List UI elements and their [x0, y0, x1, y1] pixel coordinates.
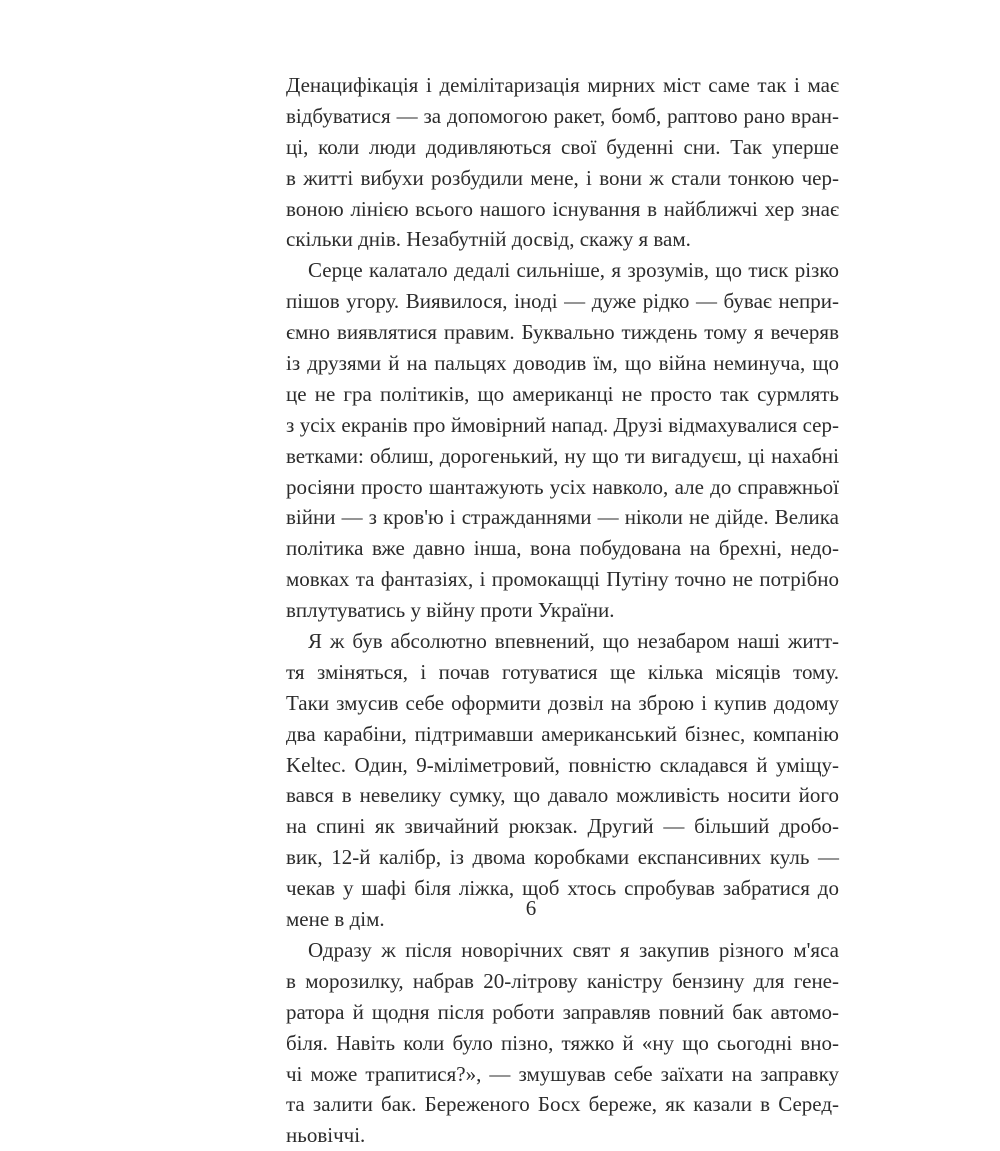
text-line: це не гра політиків, що американці не просто так сурмлять — [286, 381, 839, 406]
text-line: біля. Навіть коли було пізно, тяжко й «ну що сьогодні вно- — [286, 1030, 839, 1055]
text-line: на спині як звичайний рюкзак. Другий — більший дробо- — [286, 814, 839, 839]
text-line: вався в невелику сумку, що давало можливість носити його — [286, 783, 839, 808]
text-line: вплутуватись у війну проти України. — [286, 598, 615, 623]
page-body-text — [286, 70, 839, 1151]
text-line: Таки змусив себе оформити дозвіл на зброю і купив додому — [286, 690, 839, 715]
text-line: політика вже давно інша, вона побудована на брехні, недо- — [286, 536, 839, 561]
page-number: 6 — [525, 896, 537, 920]
text-line: із друзями й на пальцях доводив їм, що війна неминуча, що — [286, 351, 839, 376]
text-line: Одразу ж після новорічних свят я закупив різного м'яса — [308, 937, 839, 962]
text-line: ньовіччі. — [286, 1123, 366, 1148]
text-line: Keltec. Один, 9-міліметровий, повністю складався й уміщу- — [286, 752, 839, 777]
text-line: мене в дім. — [286, 907, 385, 932]
text-line: ці, коли люди додивляються свої буденні сни. Так уперше — [286, 134, 839, 159]
text-line: вик, 12-й калібр, із двома коробками експансивних куль — — [286, 845, 839, 870]
text-line: ємно виявлятися правим. Буквально тиждень тому я вечеряв — [286, 320, 839, 345]
text-line: відбуватися — за допомогою ракет, бомб, раптово рано вран- — [286, 103, 839, 128]
text-line: війни — з кров'ю і стражданнями — ніколи не дійде. Велика — [286, 505, 839, 530]
text-line: в морозилку, набрав 20-літрову каністру бензину для гене- — [286, 968, 839, 993]
text-line: ратора й щодня після роботи заправляв повний бак автомо- — [286, 999, 839, 1024]
text-line: в житті вибухи розбудили мене, і вони ж стали тонкою чер- — [286, 165, 839, 190]
text-line: росіяни просто шантажують усіх навколо, але до справжньої — [286, 474, 839, 499]
text-line: чекав у шафі біля ліжка, щоб хтось спробував забратися до — [286, 876, 839, 901]
text-line: з усіх екранів про ймовірний напад. Друзі відмахувалися сер- — [286, 412, 839, 437]
paragraph — [286, 255, 839, 626]
text-line: мовках та фантазіях, і промокащці Путіну точно не потрібно — [286, 567, 839, 592]
text-line: чі може трапитися?», — змушував себе заїхати на заправку — [286, 1061, 839, 1086]
text-line: та залити бак. Береженого Босх береже, як казали в Серед- — [286, 1092, 839, 1117]
text-line: Денацифікація і демілітаризація мирних міст саме так і має — [286, 73, 839, 97]
text-line: тя зміняться, і почав готуватися ще кілька місяців тому. — [286, 659, 839, 684]
paragraph — [286, 626, 839, 935]
text-line: Я ж був абсолютно впевнений, що незабаром наші житт- — [308, 629, 839, 654]
paragraph — [286, 70, 839, 255]
paragraph — [286, 935, 839, 1151]
text-line: скільки днів. Незабутній досвід, скажу я вам. — [286, 227, 691, 252]
text-line: пішов угору. Виявилося, іноді — дуже рідко — буває непри- — [286, 289, 839, 314]
text-line: ветками: облиш, дорогенький, ну що ти вигадуєш, ці нахабні — [286, 443, 839, 468]
text-line: воною лінією всього нашого існування в найближчі хер знає — [286, 196, 839, 221]
text-line: два карабіни, підтримавши американський бізнес, компанію — [286, 721, 839, 746]
text-line: Серце калатало дедалі сильніше, я зрозумів, що тиск різко — [308, 258, 839, 283]
